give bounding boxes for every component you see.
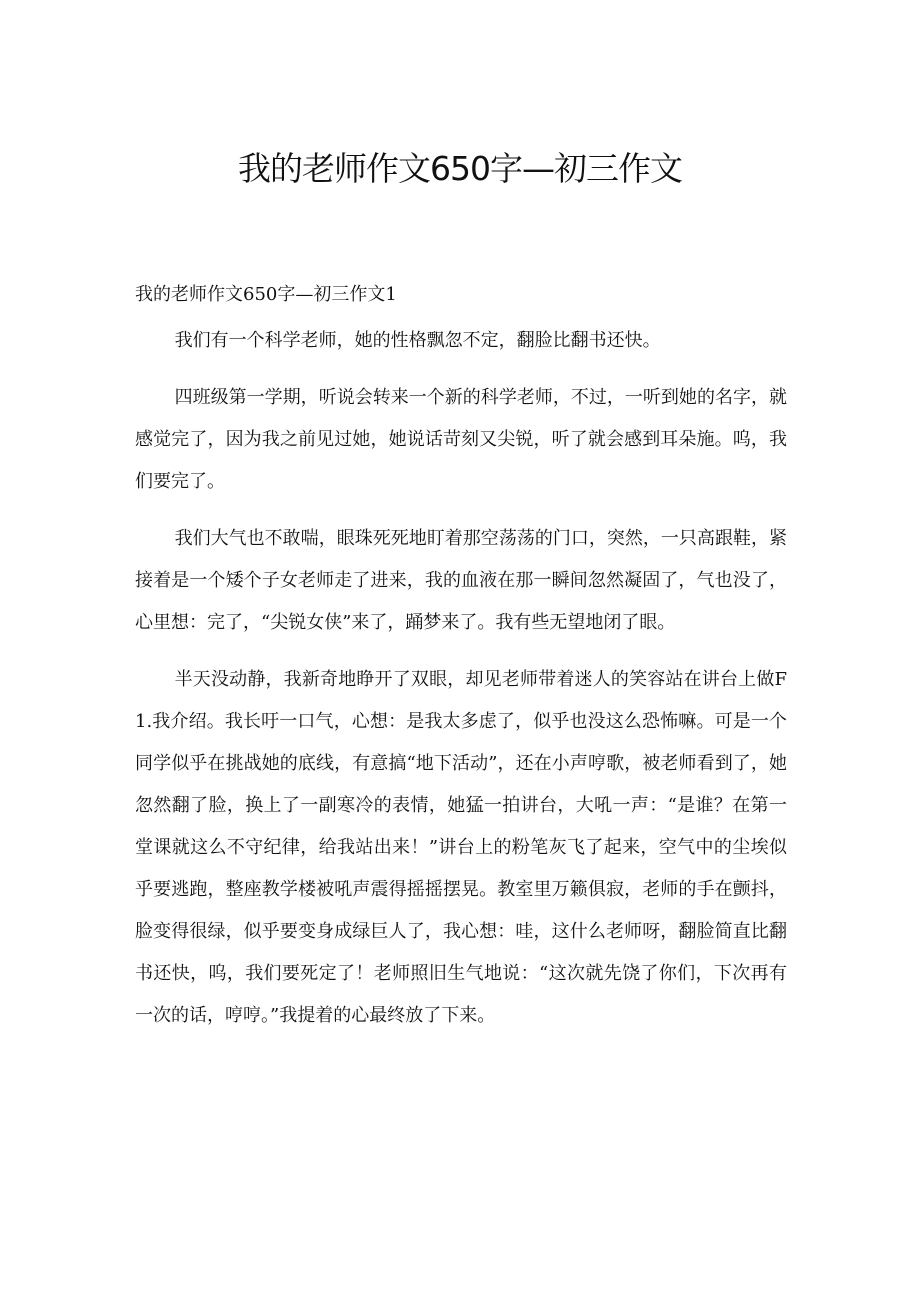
essay-body	[135, 320, 787, 1052]
paragraph-2: 四班级第一学期，听说会转来一个新的科学老师，不过，一听到她的名字，就感觉完了，因为我之前见过她，她说话苛刻又尖锐，听了就会感到耳朵施。呜，我们要完了。	[135, 387, 787, 492]
paragraph-3: 我们大气也不敢喘，眼珠死死地盯着那空荡荡的门口，突然，一只高跟鞋，紧接着是一个矮个子女老师走了进来，我的血液在那一瞬间忽然凝固了，气也没了，心里想：完了，“尖锐女侠”来了，踊梦来了。我有些无望地闭了眼。	[135, 528, 787, 633]
paragraph-1: 我们有一个科学老师，她的性格飘忽不定，翻脸比翻书还快。	[174, 330, 661, 351]
document-title: 我的老师作文650字—初三作文	[238, 149, 682, 188]
paragraph-4: 半天没动静，我新奇地睁开了双眼，却见老师带着迷人的笑容站在讲台上做F1.我介绍。我长吁一口气，心想：是我太多虑了，似乎也没这么恐怖嘛。可是一个同学似乎在挑战她的底线，有意搞“地下活动”，还在小声哼歌，被老师看到了，她忽然翻了脸，换上了一副寒冷的表情，她猛一拍讲台，大吼一声：“是谁？在第一堂课就这么不守纪律，给我站出来！”讲台上的粉笔灰飞了起来，空气中的尘埃似乎要逃跑，整座教学楼被吼声震得摇摇摆晃。教室里万籁俱寂，老师的手在颤抖，脸变得很绿，似乎要变身成绿巨人了，我心想：哇，这什么老师呀，翻脸简直比翻书还快，呜，我们要死定了！老师照旧生气地说：“这次就先饶了你们，下次再有一次的话，哼哼。”我提着的心最终放了下来。	[135, 669, 787, 1026]
section-heading: 我的老师作文650字—初三作文1	[135, 284, 397, 305]
